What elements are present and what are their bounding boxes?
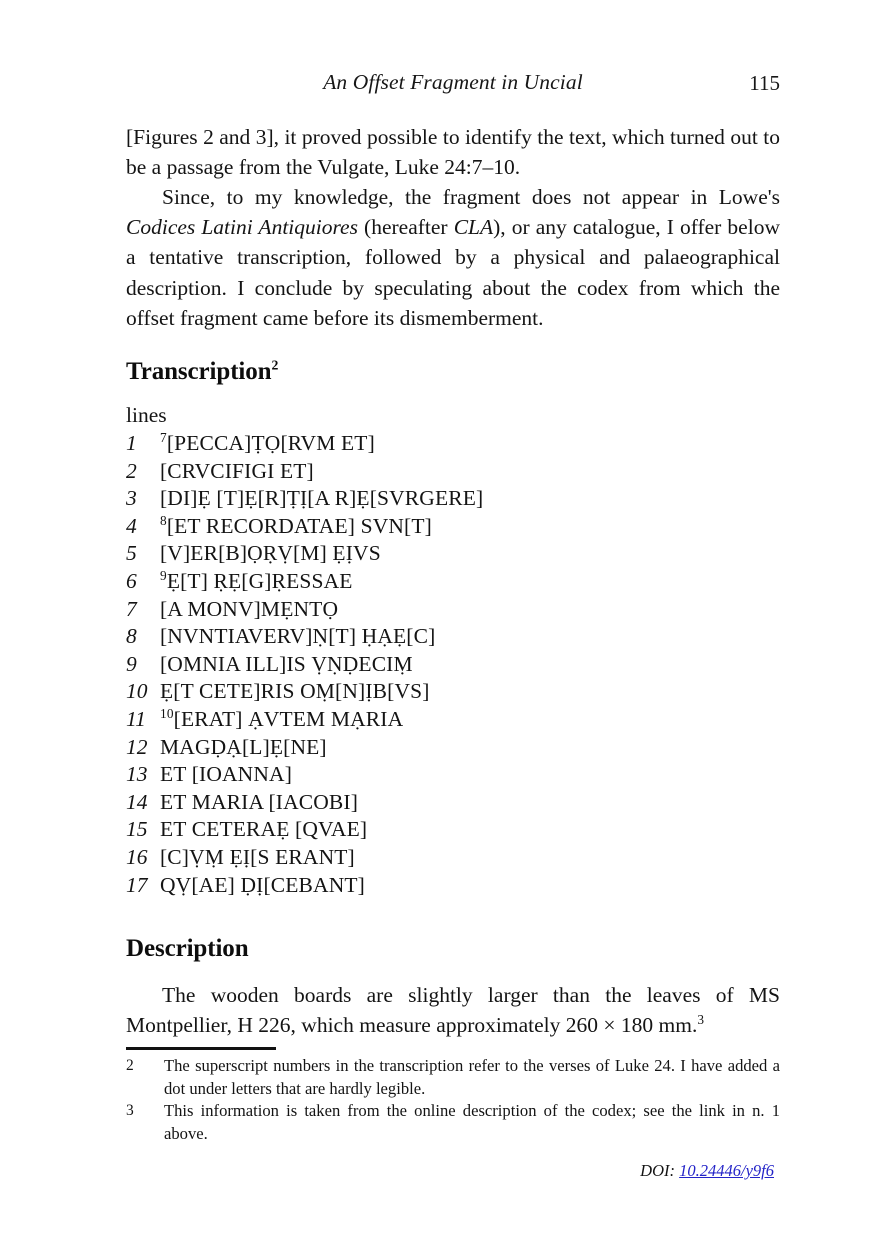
transcription-line-content: MAGḌẠ[L]Ẹ[NE] (160, 734, 327, 759)
heading-description: Description (126, 935, 249, 962)
paragraph-continuation: [Figures 2 and 3], it proved possible to identify the text, which turned out to be a passage from the Vulgate, Luke 24:7–10. (126, 125, 780, 180)
transcription-row (126, 844, 483, 872)
transcription-line-number: 5 (126, 541, 137, 566)
lines-label: lines (126, 403, 167, 427)
transcription-line-number: 8 (126, 624, 137, 649)
transcription-line-text (160, 816, 483, 844)
footnotes-block (126, 1055, 780, 1145)
transcription-row (126, 458, 483, 486)
work-title-cla-full: Codices Latini Antiquiores (126, 215, 358, 240)
transcription-line-content: [CRVCIFIGI ET] (160, 458, 314, 483)
transcription-line-text (160, 678, 483, 706)
transcription-line-number: 4 (126, 513, 137, 538)
transcription-line-text (160, 485, 483, 513)
verse-number: 7 (160, 429, 167, 445)
footnote-separator-rule (126, 1047, 276, 1050)
transcription-row (126, 706, 483, 734)
transcription-line-text (160, 789, 483, 817)
transcription-line-content: [V]ER[B]ỌṚṾ[M] ẸỊVS (160, 541, 381, 566)
transcription-line-text (160, 513, 483, 541)
transcription-row (126, 789, 483, 817)
footnote-text: The superscript numbers in the transcription refer to the verses of Luke 24. I have added a dot under letters that are hardly legible. (164, 1056, 780, 1098)
verse-number: 8 (160, 512, 167, 528)
work-title-cla-abbrev: CLA (453, 215, 494, 240)
transcription-line-text (160, 623, 483, 651)
transcription-line-text (160, 872, 483, 900)
paragraph-description-text: The wooden boards are slightly larger than the leaves of MS Montpellier, H 226, which measure approximately 260 × 180 mm. (126, 983, 780, 1038)
doi-link[interactable]: 10.24446/y9f6 (679, 1161, 774, 1180)
paragraph-description (126, 980, 780, 1040)
transcription-line-number: 9 (126, 651, 137, 676)
transcription-table (126, 430, 483, 899)
transcription-line-text (160, 568, 483, 596)
paragraph-since-seg2: (hereafter (357, 215, 454, 240)
description-heading-block (126, 935, 780, 963)
footnote-text: This information is taken from the online description of the codex; see the link in n. 1 above. (164, 1101, 780, 1143)
running-head-title: An Offset Fragment in Uncial (323, 70, 583, 94)
transcription-line-content: [NVNTIAVERV]Ṇ[T] ḤẠẸ[C] (160, 624, 436, 649)
transcription-line-content: [OMNIA ILL]IS ṾṆḌECIṂ (160, 651, 413, 676)
transcription-block (126, 430, 780, 899)
transcription-line-number: 3 (126, 486, 137, 511)
transcription-line-text (160, 844, 483, 872)
transcription-line-number: 14 (126, 789, 148, 814)
footnote-item (126, 1055, 780, 1100)
transcription-line-content: QṾ[AE] ḌỊ[CEBANT] (160, 872, 365, 897)
transcription-line-text (160, 540, 483, 568)
transcription-row (126, 651, 483, 679)
transcription-table-body (126, 430, 483, 899)
transcription-row (126, 816, 483, 844)
transcription-line-content: ET MARIA [IACOBI] (160, 789, 359, 814)
footnote-number: 3 (126, 1102, 134, 1119)
transcription-row (126, 596, 483, 624)
transcription-row (126, 540, 483, 568)
transcription-line-text (160, 596, 483, 624)
transcription-line-number: 12 (126, 734, 148, 759)
transcription-line-content: [PECCA]ṬỌ[RVM ET] (166, 431, 375, 455)
heading-transcription-footnote-marker: 2 (271, 357, 279, 373)
transcription-line-number: 17 (126, 872, 148, 897)
transcription-line-content: Ẹ[T] ṚẸ[G]ṚESSAE (166, 568, 353, 593)
transcription-line-number: 10 (126, 679, 148, 704)
running-head (126, 70, 780, 100)
transcription-line-content: ET CETERAẸ [QVAE] (160, 817, 368, 842)
doi-line (640, 1161, 774, 1181)
transcription-line-content: [ERAT] ẠVTEM MẠRIA (173, 706, 404, 731)
footnote-item (126, 1100, 780, 1145)
transcription-heading-block (126, 358, 780, 386)
intro-paragraph-block (126, 122, 780, 182)
transcription-row (126, 678, 483, 706)
transcription-line-number: 11 (126, 706, 146, 731)
transcription-line-content: ET [IOANNA] (160, 762, 293, 787)
verse-number: 9 (160, 567, 167, 583)
transcription-line-text (160, 430, 483, 458)
transcription-line-text (160, 734, 483, 762)
transcription-line-number: 2 (126, 458, 137, 483)
transcription-line-number: 16 (126, 844, 148, 869)
transcription-line-content: Ẹ[T CETE]RIS OṂ[N]ỊB[VS] (160, 679, 430, 704)
transcription-line-text (160, 761, 483, 789)
lines-label-block (126, 403, 780, 428)
transcription-line-text (160, 458, 483, 486)
transcription-line-number: 6 (126, 568, 137, 593)
transcription-row (126, 485, 483, 513)
transcription-row (126, 513, 483, 541)
transcription-line-content: [DI]Ẹ [T]Ẹ[R]ṬỊ[A R]Ẹ[SVRGERE] (160, 486, 484, 511)
paragraph-since-seg1: Since, to my knowledge, the fragment does not appear in Lowe's (162, 185, 780, 209)
transcription-row (126, 568, 483, 596)
footnote-number: 2 (126, 1057, 134, 1074)
transcription-line-content: [A MONV]MẸNTỌ (160, 596, 339, 621)
paragraph-since-seg3: ), or any catalogue, I offer below a tentative transcription, followed by a physical and palaeographical description. I conclude by speculating about the codex from which the offset fragment came before its dismemberment. (126, 215, 780, 330)
transcription-row (126, 430, 483, 458)
since-paragraph-block (126, 182, 780, 333)
transcription-row (126, 623, 483, 651)
verse-number: 10 (160, 705, 174, 721)
transcription-line-number: 1 (126, 431, 137, 455)
transcription-row (126, 872, 483, 900)
transcription-line-number: 7 (126, 596, 137, 621)
transcription-row (126, 761, 483, 789)
heading-transcription (126, 358, 780, 386)
description-paragraph-block (126, 980, 780, 1040)
transcription-line-content: [ET RECORDATAE] SVN[T] (166, 513, 432, 538)
transcription-line-number: 15 (126, 817, 148, 842)
transcription-line-text (160, 651, 483, 679)
paragraph-since (126, 182, 780, 333)
transcription-line-text (160, 706, 483, 734)
paragraph-description-footnote-marker: 3 (697, 1012, 705, 1028)
doi-label: DOI: (640, 1161, 680, 1180)
transcription-row (126, 734, 483, 762)
heading-transcription-label: Transcription (126, 358, 272, 385)
transcription-line-number: 13 (126, 762, 148, 787)
transcription-line-content: [C]ṾṂ ẸỊ[S ERANT] (160, 844, 355, 869)
page-number: 115 (749, 71, 780, 95)
